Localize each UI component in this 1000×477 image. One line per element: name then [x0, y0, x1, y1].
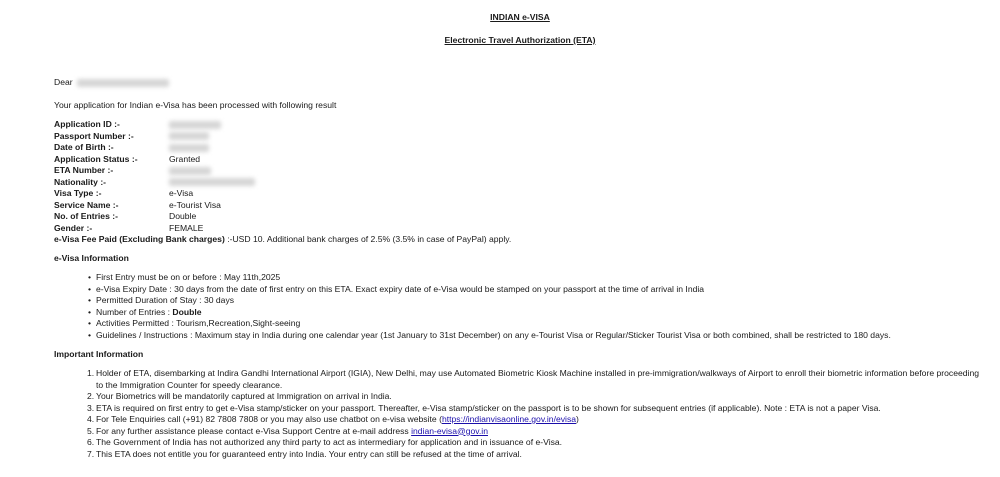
detail-value: Double [169, 211, 197, 221]
list-item-text: e-Visa Expiry Date : 30 days from the date of first entry on this ETA. Exact expiry date of e-Visa would be stamped on your passport at the time of arrival in India [96, 283, 705, 294]
redacted-value [169, 144, 209, 152]
detail-label: Gender :- [54, 222, 93, 233]
list-item [87, 391, 981, 403]
intro-text: Your application for Indian e-Visa has been processed with following result [54, 100, 337, 110]
item-number: 5. [87, 425, 95, 436]
list-item [96, 307, 891, 319]
detail-row [54, 131, 511, 143]
list-item [96, 272, 891, 284]
list-item-text: The Government of India has not authorized any third party to act as intermediary for application and in issuance of e-Visa. [96, 437, 563, 447]
list-item [87, 402, 981, 415]
detail-row [54, 154, 511, 166]
detail-label: Visa Type :- [54, 188, 102, 198]
detail-value: FEMALE [169, 222, 204, 233]
list-item-text: Your Biometrics will be mandatorily captured at Immigration on arrival in India. [96, 391, 392, 401]
detail-value: e-Visa [169, 188, 194, 198]
detail-value: Granted [169, 153, 201, 164]
list-item-text: Number of Entries : [96, 306, 173, 317]
fee-value: :-USD 10. Additional bank charges of 2.5% (3.5% in case of PayPal) apply. [224, 234, 512, 244]
redacted-value [169, 121, 221, 129]
greeting-text: Dear [54, 77, 73, 87]
detail-label: Passport Number :- [54, 130, 134, 141]
fee-row [54, 234, 511, 246]
item-number: 6. [87, 437, 95, 447]
document-title: INDIAN e-VISA [490, 12, 550, 22]
detail-row [54, 165, 511, 177]
detail-label: Service Name :- [54, 199, 119, 210]
list-item-text: First Entry must be on or before : May 11th,2025 [96, 272, 281, 282]
item-number: 1. [87, 368, 95, 378]
list-item-suffix: ) [576, 414, 579, 424]
evisa-info-list [96, 272, 891, 341]
list-item-text: For Tele Enquiries call (+91) 82 7808 7808 or you may also use chatbot on e-visa website ( [96, 414, 442, 424]
list-item [96, 330, 891, 342]
detail-label: Date of Birth :- [54, 142, 114, 152]
list-item-text: ETA is required on first entry to get e-Visa stamp/sticker on your passport. Thereafter, e-Visa stamp/sticker on the passport is to be shown for subsequent entries (if applicable). Note : ETA is not a paper Visa. [96, 402, 881, 413]
document-subtitle: Electronic Travel Authorization (ETA) [444, 35, 596, 45]
list-item [87, 448, 981, 461]
detail-row [54, 188, 511, 200]
list-item [96, 318, 891, 330]
list-item [87, 425, 981, 438]
evisa-website-link[interactable]: https://indianvisaonline.gov.in/evisa [441, 414, 577, 424]
detail-row [54, 200, 511, 212]
list-item-text: For any further assistance please contact e-Visa Support Centre at e-mail address [96, 425, 412, 436]
important-info-list [87, 368, 981, 460]
list-item [87, 437, 981, 449]
list-item-text: Permitted Duration of Stay : 30 days [96, 295, 235, 305]
detail-label: Application ID :- [54, 119, 120, 129]
detail-label: Application Status :- [54, 153, 138, 164]
evisa-info-heading: e-Visa Information [54, 253, 129, 263]
detail-row [54, 119, 511, 131]
detail-row [54, 142, 511, 154]
redacted-name [77, 79, 169, 87]
application-details [54, 119, 511, 246]
detail-row [54, 211, 511, 223]
list-item-text: Guidelines / Instructions : Maximum stay in India during one calendar year (1st January to 31st December) on any e-Tourist Visa or Regular/Sticker Tourist Visa or both combined, shall be restricted to 180 days. [96, 329, 891, 340]
detail-row [54, 177, 511, 189]
redacted-value [169, 132, 209, 140]
detail-label: Nationality :- [54, 176, 107, 187]
list-item [87, 414, 981, 426]
detail-label: ETA Number :- [54, 165, 114, 175]
item-number: 4. [87, 414, 95, 424]
item-number: 2. [87, 391, 95, 401]
item-number: 7. [87, 448, 95, 459]
detail-value: e-Tourist Visa [169, 199, 221, 210]
fee-label: e-Visa Fee Paid (Excluding Bank charges) [54, 234, 225, 244]
list-item-text: Activities Permitted : Tourism,Recreation,Sight-seeing [96, 318, 301, 328]
list-item-text: This ETA does not entitle you for guaranteed entry into India. Your entry can still be refused at the time of arrival. [96, 448, 522, 459]
redacted-value [169, 178, 255, 186]
entries-value: Double [172, 306, 202, 317]
item-number: 3. [87, 402, 95, 413]
list-item-text: Holder of ETA, disembarking at Indira Gandhi International Airport (IGIA), New Delhi, may use Automated Biometric Kiosk Machine installed in pre-immigration/walkways of Airport to enroll their biometric information before proceeding to the Immigration Counter for speedy clearance. [96, 368, 980, 390]
detail-row [54, 223, 511, 235]
redacted-value [169, 167, 211, 175]
list-item [87, 368, 981, 391]
support-email-link[interactable]: indian-evisa@gov.in [411, 425, 488, 436]
list-item [96, 295, 891, 307]
greeting [54, 77, 169, 89]
important-info-heading: Important Information [54, 349, 144, 359]
detail-label: No. of Entries :- [54, 211, 118, 221]
list-item [96, 284, 891, 296]
